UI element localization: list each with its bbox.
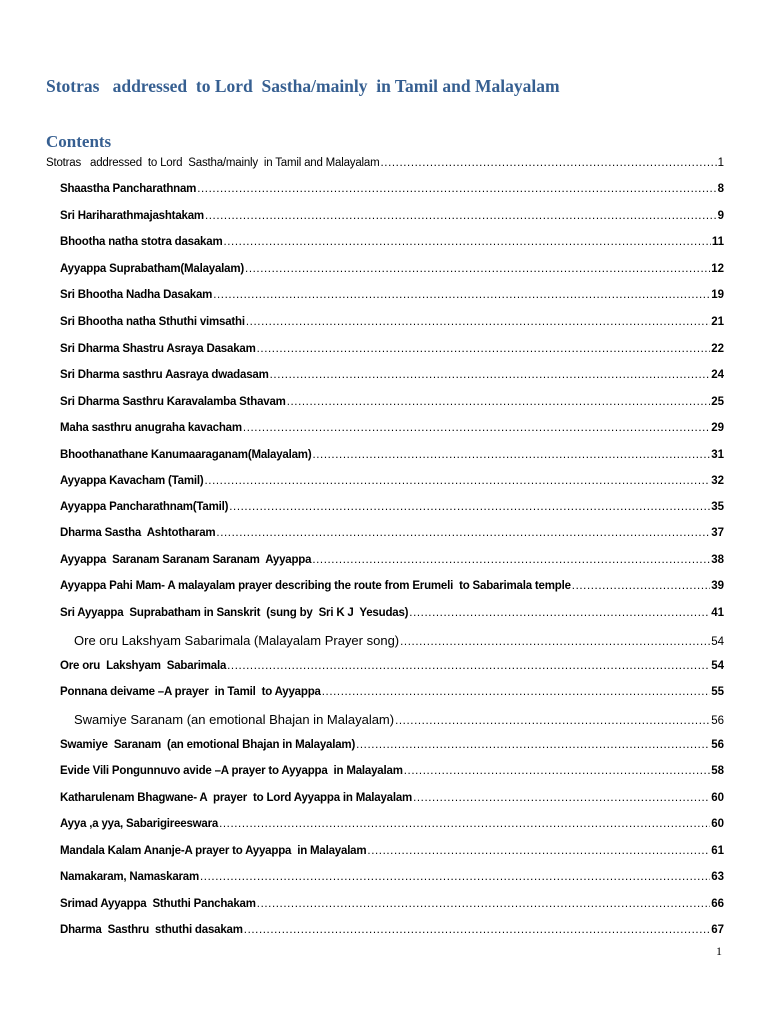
- toc-entry-page: 56: [711, 739, 724, 751]
- toc-entry[interactable]: [60, 475, 724, 495]
- toc-entry-page: 37: [711, 527, 724, 539]
- toc-entry-page: 35: [711, 501, 724, 513]
- toc-entry-page: 8: [717, 183, 724, 195]
- toc-entry[interactable]: [60, 343, 724, 363]
- toc-entry-title: Katharulenam Bhagwane- A prayer to Lord Ayyappa in Malayalam: [60, 792, 413, 804]
- toc-dot-leader: [409, 607, 710, 619]
- toc-entry-page: 24: [711, 369, 724, 381]
- toc-entry-title: Sri Dharma Shastru Asraya Dasakam: [60, 343, 256, 355]
- toc-dot-leader: [219, 818, 710, 830]
- toc-entry[interactable]: [60, 449, 724, 469]
- toc-entry[interactable]: [60, 686, 724, 706]
- toc-entry-title: Mandala Kalam Ananje-A prayer to Ayyappa in Malayalam: [60, 845, 367, 857]
- toc-entry-page: 39: [711, 580, 724, 592]
- toc-dot-leader: [287, 396, 711, 408]
- toc-entry-title: Ore oru Lakshyam Sabarimala: [60, 660, 227, 672]
- toc-entry[interactable]: [60, 501, 724, 521]
- toc-dot-leader: [213, 289, 710, 301]
- toc-dot-leader: [197, 183, 716, 195]
- toc-dot-leader: [572, 580, 710, 592]
- toc-entry-page: 25: [711, 396, 724, 408]
- toc-entry-title: Ayyappa Pahi Mam- A malayalam prayer describing the route from Erumeli to Sabarimala temple: [60, 580, 571, 592]
- toc-dot-leader: [322, 686, 710, 698]
- toc-dot-leader: [367, 845, 710, 857]
- toc-entry-page: 21: [711, 316, 724, 328]
- toc-entry-title: Ponnana deivame –A prayer in Tamil to Ayyappa: [60, 686, 321, 698]
- toc-entry[interactable]: [60, 607, 724, 627]
- toc-entry[interactable]: [60, 236, 724, 256]
- toc-dot-leader: [356, 739, 710, 751]
- toc-entry-page: 11: [711, 236, 724, 248]
- toc-entry-title: Namakaram, Namaskaram: [60, 871, 200, 883]
- toc-entry[interactable]: [60, 263, 724, 283]
- toc-dot-leader: [257, 343, 711, 355]
- toc-entry-page: 56: [711, 715, 724, 727]
- toc-entry-title: Ayyappa Kavacham (Tamil): [60, 475, 204, 487]
- document-title: Stotras addressed to Lord Sastha/mainly in Tamil and Malayalam: [46, 76, 560, 96]
- toc-entry-page: 38: [711, 554, 724, 566]
- toc-entry[interactable]: [60, 818, 724, 838]
- toc-entry-page: 55: [711, 686, 724, 698]
- toc-entry-title: Ore oru Lakshyam Sabarimala (Malayalam Prayer song): [74, 633, 400, 648]
- toc-dot-leader: [395, 715, 710, 727]
- toc-entry[interactable]: [60, 396, 724, 416]
- toc-dot-leader: [257, 898, 710, 910]
- toc-entry-title: Swamiye Saranam (an emotional Bhajan in Malayalam): [60, 739, 356, 751]
- toc-entry-page: 58: [711, 765, 724, 777]
- toc-dot-leader: [244, 924, 710, 936]
- toc-entry[interactable]: [60, 924, 724, 944]
- toc-entry[interactable]: [74, 633, 724, 653]
- toc-dot-leader: [404, 765, 710, 777]
- toc-entry[interactable]: [60, 422, 724, 442]
- toc-entry-title: Dharma Sastha Ashtotharam: [60, 527, 216, 539]
- toc-entry[interactable]: [60, 527, 724, 547]
- toc-dot-leader: [229, 501, 710, 513]
- toc-dot-leader: [246, 316, 710, 328]
- toc-entry-title: Bhootha natha stotra dasakam: [60, 236, 223, 248]
- toc-entry[interactable]: [60, 316, 724, 336]
- toc-entry[interactable]: [60, 554, 724, 574]
- toc-entry[interactable]: [60, 765, 724, 785]
- toc-entry-title: Ayyappa Saranam Saranam Saranam Ayyappa: [60, 554, 312, 566]
- toc-entry-title: Dharma Sasthru sthuthi dasakam: [60, 924, 243, 936]
- toc-entry-page: 19: [711, 289, 724, 301]
- toc-entry-page: 1: [717, 157, 724, 169]
- toc-entry-page: 41: [711, 607, 724, 619]
- toc-entry-title: Bhoothanathane Kanumaaraganam(Malayalam): [60, 449, 312, 461]
- toc-entry[interactable]: [46, 157, 724, 177]
- toc-entry[interactable]: [60, 898, 724, 918]
- toc-entry-page: 60: [711, 792, 724, 804]
- toc-entry-page: 61: [711, 845, 724, 857]
- toc-entry-page: 67: [711, 924, 724, 936]
- page-number: 1: [716, 944, 722, 958]
- toc-entry-title: Shaastha Pancharathnam: [60, 183, 197, 195]
- toc-entry-page: 22: [711, 343, 724, 355]
- toc-entry[interactable]: [60, 871, 724, 891]
- toc-dot-leader: [270, 369, 711, 381]
- toc-dot-leader: [227, 660, 710, 672]
- toc-entry-title: Srimad Ayyappa Sthuthi Panchakam: [60, 898, 256, 910]
- toc-dot-leader: [245, 263, 710, 275]
- toc-entry[interactable]: [60, 369, 724, 389]
- toc-entry[interactable]: [60, 660, 724, 680]
- toc-entry-page: 12: [711, 263, 724, 275]
- toc-dot-leader: [200, 871, 710, 883]
- toc-entry[interactable]: [60, 580, 724, 600]
- toc-entry-title: Ayyappa Pancharathnam(Tamil): [60, 501, 229, 513]
- toc-dot-leader: [204, 475, 710, 487]
- toc-entry-page: 31: [711, 449, 724, 461]
- toc-entry-title: Sri Ayyappa Suprabatham in Sanskrit (sung by Sri K J Yesudas): [60, 607, 409, 619]
- toc-entry-title: Ayya ,a yya, Sabarigireeswara: [60, 818, 219, 830]
- toc-entry-page: 63: [711, 871, 724, 883]
- toc-dot-leader: [400, 636, 710, 648]
- toc-dot-leader: [216, 527, 710, 539]
- toc-entry-page: 32: [711, 475, 724, 487]
- toc-entry[interactable]: [60, 183, 724, 203]
- toc-entry-page: 54: [711, 636, 724, 648]
- toc-dot-leader: [380, 157, 716, 169]
- contents-heading: Contents: [46, 132, 112, 151]
- toc-entry-title: Evide Vili Pongunnuvo avide –A prayer to Ayyappa in Malayalam: [60, 765, 403, 777]
- toc-dot-leader: [243, 422, 710, 434]
- toc-entry-title: Ayyappa Suprabatham(Malayalam): [60, 263, 245, 275]
- toc-entry-page: 66: [711, 898, 724, 910]
- toc-entry-page: 29: [711, 422, 724, 434]
- toc-dot-leader: [223, 236, 710, 248]
- toc-dot-leader: [205, 210, 717, 222]
- toc-entry-page: 54: [711, 660, 724, 672]
- toc-entry-title: Sri Dharma sasthru Aasraya dwadasam: [60, 369, 269, 381]
- toc-entry[interactable]: [60, 210, 724, 230]
- toc-entry-page: 9: [717, 210, 724, 222]
- toc-entry-title: Stotras addressed to Lord Sastha/mainly in Tamil and Malayalam: [46, 157, 380, 169]
- toc-entry-title: Sri Bhootha Nadha Dasakam: [60, 289, 213, 301]
- toc-entry-title: Sri Bhootha natha Sthuthi vimsathi: [60, 316, 245, 328]
- toc-entry-title: Swamiye Saranam (an emotional Bhajan in Malayalam): [74, 712, 395, 727]
- toc-entry[interactable]: [74, 712, 724, 732]
- toc-entry-title: Maha sasthru anugraha kavacham: [60, 422, 242, 434]
- toc-entry[interactable]: [60, 739, 724, 759]
- toc-entry-page: 60: [711, 818, 724, 830]
- toc-entry[interactable]: [60, 289, 724, 309]
- toc-dot-leader: [312, 449, 710, 461]
- toc-dot-leader: [413, 792, 710, 804]
- toc-entry[interactable]: [60, 845, 724, 865]
- toc-entry-title: Sri Dharma Sasthru Karavalamba Sthavam: [60, 396, 286, 408]
- toc-entry[interactable]: [60, 792, 724, 812]
- toc-entry-title: Sri Hariharathmajashtakam: [60, 210, 204, 222]
- toc-dot-leader: [312, 554, 710, 566]
